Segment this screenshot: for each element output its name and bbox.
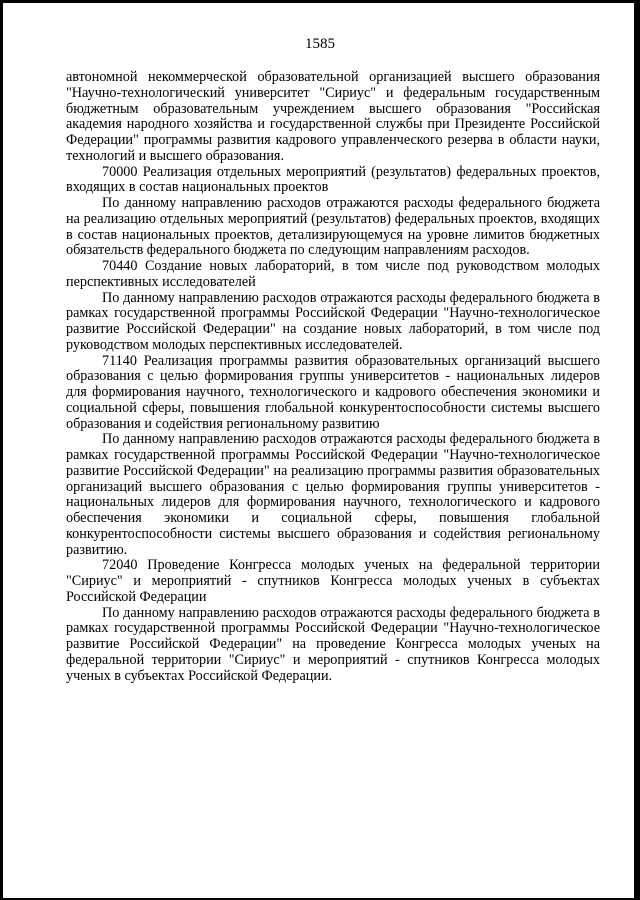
paragraph-continuation: автономной некоммерческой образовательной организацией высшего образования "Научно-технологический университет "Сириус" и федеральным государственным бюджетным образовательным учреждением высшего образования "Российская академия народного хозяйства и государственной службы при Президенте Российской Федерации" программы развития кадрового управленческого резерва в области науки, технологий и высшего образования.: [66, 69, 600, 164]
scan-border-right: [634, 0, 640, 900]
scan-border-left: [0, 0, 3, 900]
section-text-70000: По данному направлению расходов отражаются расходы федерального бюджета на реализацию отдельных мероприятий (результатов) федеральных проектов, входящих в состав национальных проектов, детализирующемуся на уровне лимитов бюджетных обязательств федерального бюджета по следующим направлениям расходов.: [66, 195, 600, 259]
section-text-72040: По данному направлению расходов отражаются расходы федерального бюджета в рамках государственной программы Российской Федерации "Научно-технологическое развитие Российской Федерации" на проведение Конгресса молодых ученых на федеральной территории "Сириус" и мероприятий - спутников Конгресса молодых ученых в субъектах Российской Федерации.: [66, 604, 600, 684]
scan-border-top: [0, 0, 640, 3]
section-text-70440: По данному направлению расходов отражаются расходы федерального бюджета в рамках государственной программы Российской Федерации "Научно-технологическое развитие Российской Федерации" на создание новых лабораторий, в том числе под руководством молодых перспективных исследователей.: [66, 289, 600, 353]
section-heading-72040: 72040 Проведение Конгресса молодых ученых на федеральной территории "Сириус" и мероприятий - спутников Конгресса молодых ученых в субъектах Российской Федерации: [66, 557, 600, 605]
section-heading-70000: 70000 Реализация отдельных мероприятий (результатов) федеральных проектов, входящих в состав национальных проектов: [66, 163, 600, 196]
section-heading-71140: 71140 Реализация программы развития образовательных организаций высшего образования с целью формирования группы университетов - национальных лидеров для формирования научного, технологического и кадрового обеспечения экономики и социальной сферы, повышения глобальной конкурентоспособности системы высшего образования и содействия региональному развитию: [66, 352, 600, 432]
page-number: 1585: [305, 36, 335, 52]
document-body: [66, 70, 600, 684]
section-heading-70440: 70440 Создание новых лабораторий, в том числе под руководством молодых перспективных исследователей: [66, 258, 600, 290]
section-text-71140: По данному направлению расходов отражаются расходы федерального бюджета в рамках государственной программы Российской Федерации "Научно-технологическое развитие Российской Федерации" на реализацию программы развития образовательных организаций высшего образования с целью формирования группы университетов - национальных лидеров для формирования научного, технологического и кадрового обеспечения экономики и социальной сферы, повышения глобальной конкурентоспособности системы высшего образования и содействия региональному развитию.: [66, 431, 600, 558]
